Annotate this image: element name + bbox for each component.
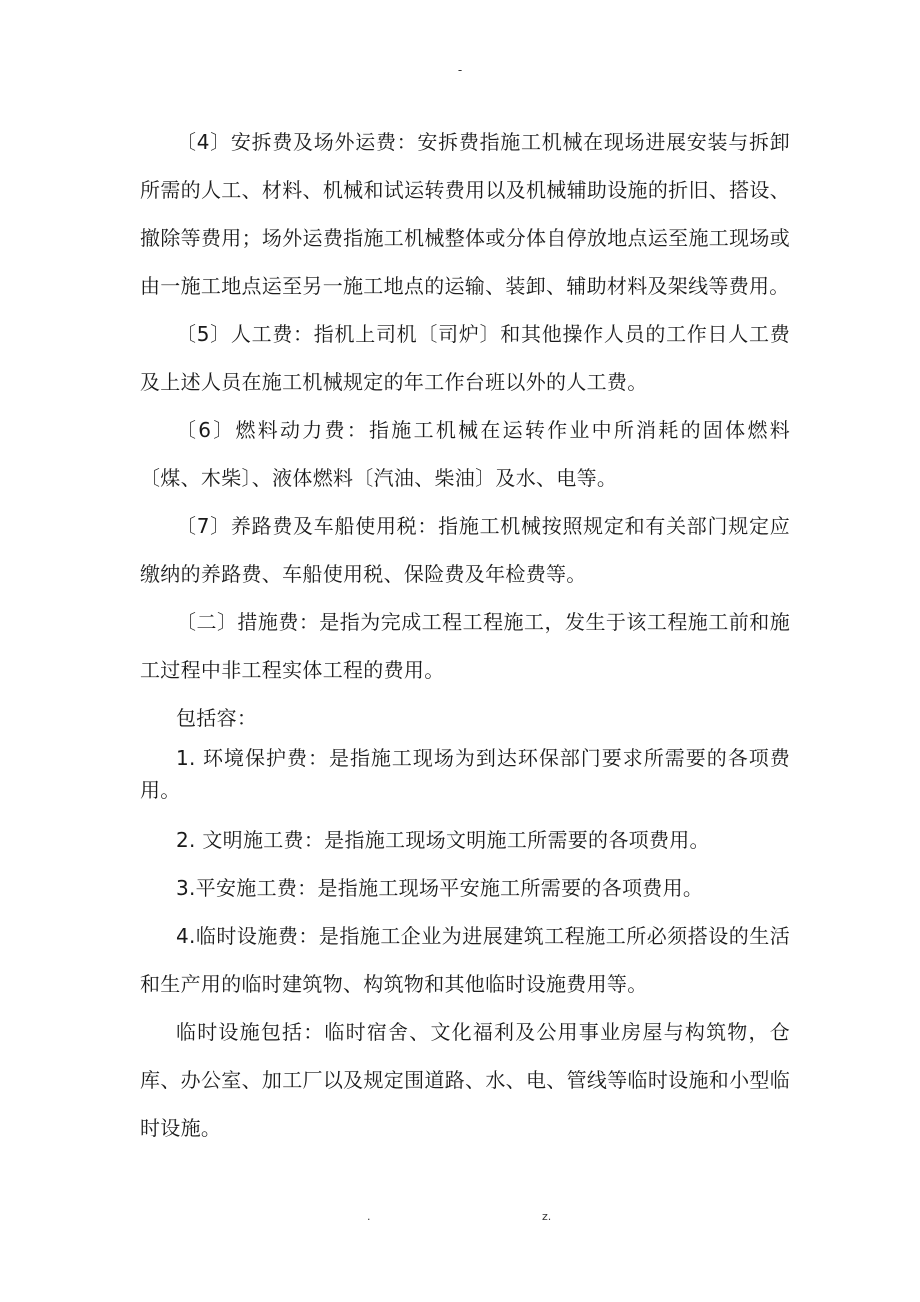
paragraph-item-civilized-construction: 2. 文明施工费：是指施工现场文明施工所需要的各项费用。 bbox=[176, 828, 710, 852]
paragraph-item-temporary-facilities: 4.临时设施费：是指施工企业为进展建筑工程施工所必须搭设的生活和生产用的临时建筑物、构筑物和其他临时设施费用等。 bbox=[140, 924, 790, 996]
page-footer-left-mark: . bbox=[367, 1210, 371, 1223]
paragraph-includes-heading: 包括容： bbox=[176, 706, 258, 730]
paragraph-fuel-power-fee: 〔6〕燃料动力费：指施工机械在运转作业中所消耗的固体燃料〔煤、木柴〕、液体燃料〔汽油、柴油〕及水、电等。 bbox=[140, 418, 790, 490]
page-header-mark: - bbox=[457, 63, 463, 77]
paragraph-item-safe-construction: 3.平安施工费：是指施工现场平安施工所需要的各项费用。 bbox=[176, 876, 704, 900]
paragraph-road-vehicle-tax: 〔7〕养路费及车船使用税：指施工机械按照规定和有关部门规定应缴纳的养路费、车船使用税、保险费及年检费等。 bbox=[140, 514, 790, 586]
paragraph-demolition-transport-fee: 〔4〕安拆费及场外运费：安拆费指施工机械在现场进展安装与拆卸所需的人工、材料、机械和试运转费用以及机械辅助设施的折旧、搭设、撤除等费用；场外运费指施工机械整体或分体自停放地点运至施工现场或由一施工地点运至另一施工地点的运输、装卸、辅助材料及架线等费用。 bbox=[140, 130, 790, 298]
paragraph-item-environmental-protection: 1. 环境保护费：是指施工现场为到达环保部门要求所需要的各项费用。 bbox=[140, 746, 790, 802]
paragraph-measures-fee: 〔二〕措施费：是指为完成工程工程施工，发生于该工程施工前和施工过程中非工程实体工程的费用。 bbox=[140, 610, 790, 682]
page-footer-right-mark: z. bbox=[542, 1210, 552, 1223]
paragraph-temporary-facilities-include: 临时设施包括：临时宿舍、文化福利及公用事业房屋与构筑物，仓库、办公室、加工厂以及规定围道路、水、电、管线等临时设施和小型临时设施。 bbox=[140, 1020, 790, 1140]
paragraph-labor-fee: 〔5〕人工费：指机上司机〔司炉〕和其他操作人员的工作日人工费及上述人员在施工机械规定的年工作台班以外的人工费。 bbox=[140, 322, 790, 394]
document-body bbox=[140, 118, 790, 1152]
